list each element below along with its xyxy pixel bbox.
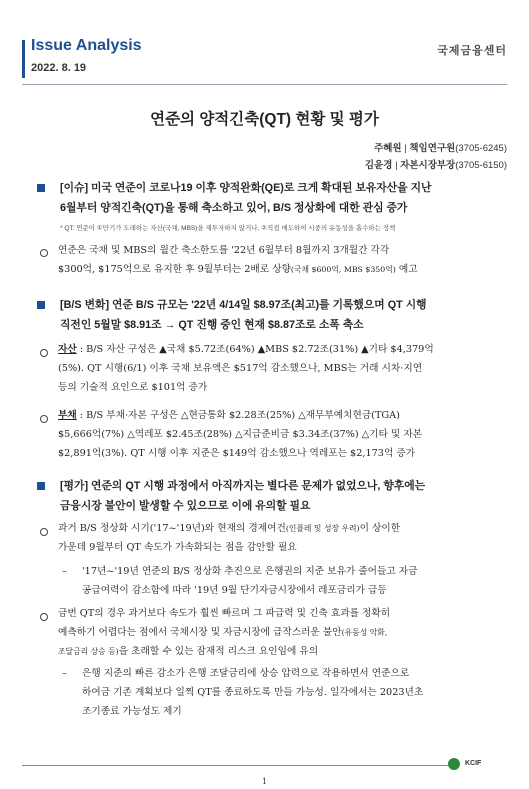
author-1-role: 책임연구원 xyxy=(409,143,456,154)
section-3-headline-line-2: 금융시장 불안이 발생할 수 있으므로 이에 유의할 필요 xyxy=(60,500,311,512)
section-1-headline-line-1: [이슈] 미국 연준이 코로나19 이후 양적완화(QE)로 크게 확대된 보유자산을 지난 xyxy=(60,182,432,194)
evaluation-point-2-line-1: 금번 QT의 경우 과거보다 속도가 훨씬 빠르며 그 파급력 및 긴축 효과를 정확히 xyxy=(58,608,391,619)
author-1-name: 주혜원 xyxy=(374,143,402,154)
qt-definition-note: * QT: 연준이 ①만기가 도래하는 자산(국채, MBS)을 재투자하지 않거나, ②직접 매도하여 시중의 유동성을 흡수하는 정책 xyxy=(60,225,396,232)
section-3-bullet xyxy=(37,482,45,490)
author-2-phone: (3705-6150) xyxy=(455,160,507,171)
section-1-bullet xyxy=(37,184,45,192)
evaluation-point-2-circle xyxy=(40,613,48,621)
section-3-headline xyxy=(60,476,510,516)
evaluation-detail-2-line-2: 하여금 기존 계획보다 일찍 QT를 종료하도록 만들 가능성. 일각에서는 2023년초 xyxy=(82,687,424,698)
section-1-paragraph-line-2-end: 예고 xyxy=(395,264,418,275)
liabilities-line-2: $5,666억(7%) △역레포 $2.45조(28%) △지급준비금 $3.34조(37%) △기타 및 자본 xyxy=(58,429,423,440)
header-divider xyxy=(22,84,507,85)
liabilities-line-1: : B/S 부채·자본 구성은 △현금통화 $2.28조(25%) △재무부예치현금(TGA) xyxy=(79,410,400,421)
organization-name: 국제금융센터 xyxy=(437,45,507,57)
author-2-role: 자본시장부장 xyxy=(400,160,456,171)
kcif-logo-text: KCIF xyxy=(465,760,482,767)
evaluation-point-2-paren: (유동성 악화, xyxy=(341,628,388,637)
section-1-point-circle xyxy=(40,249,48,257)
document-title: 연준의 양적긴축(QT) 현황 및 평가 xyxy=(150,111,379,128)
footer-divider xyxy=(22,765,452,766)
report-date: 2022. 8. 19 xyxy=(31,62,87,74)
author-1: 주혜원 | 책임연구원(3705-6245) xyxy=(374,143,507,154)
evaluation-detail-2-line-3: 조기종료 가능성도 제기 xyxy=(82,706,182,717)
header-accent-bar xyxy=(22,40,25,78)
page-number: 1 xyxy=(261,777,268,786)
section-1-paragraph xyxy=(58,241,506,279)
liabilities-paragraph xyxy=(58,406,506,463)
assets-paragraph xyxy=(58,340,506,397)
evaluation-detail-2-line-1: 은행 지준의 빠른 감소가 은행 조달금리에 상승 압력으로 작용하면서 연준으로 xyxy=(82,668,410,679)
assets-label: 자산 xyxy=(58,344,77,355)
author-1-phone: (3705-6245) xyxy=(455,143,507,154)
liabilities-line-3: $2,891억(3%). QT 시행 이후 지준은 $149억 감소했으나 역레포는 $2,173억 증가 xyxy=(58,448,416,459)
section-2-bullet xyxy=(37,301,45,309)
evaluation-detail-1-line-1: '17년~'19년 연준의 B/S 정상화 추진으로 은행권의 지준 보유가 줄어들고 자금 xyxy=(82,566,418,577)
evaluation-point-2-line-3-paren: 조달금리 상승 등) xyxy=(58,647,119,656)
evaluation-point-1-line-2: 가운데 9월부터 QT 속도가 가속화되는 점을 감안할 필요 xyxy=(58,542,297,553)
section-2-headline-line-2: 직전인 5월말 $8.91조 → QT 진행 중인 현재 $8.87조로 소폭 축소 xyxy=(60,319,364,331)
evaluation-point-2-line-3: 을 초래할 수 있는 잠재적 리스크 요인임에 유의 xyxy=(118,646,319,657)
evaluation-point-1-line-1-end: 이 상이한 xyxy=(359,523,401,534)
dash-marker-2: – xyxy=(62,668,67,679)
section-1-paragraph-line-1: 연준은 국채 및 MBS의 월간 축소한도를 '22년 6월부터 8월까지 3개월간 각각 xyxy=(58,245,390,256)
liabilities-point-circle xyxy=(40,415,48,423)
author-2: 김윤경 | 자본시장부장(3705-6150) xyxy=(364,160,507,171)
section-2-headline-line-1: [B/S 변화] 연준 B/S 규모는 '22년 4/14일 $8.97조(최고)를 기록했으며 QT 시행 xyxy=(60,299,427,311)
author-2-name: 김윤경 xyxy=(364,160,393,171)
kcif-logo-icon xyxy=(448,758,460,770)
evaluation-point-1-paren: (인플레 및 성장 우려) xyxy=(285,524,360,533)
assets-line-3: 등의 기술적 요인으로 $101억 증가 xyxy=(58,382,208,393)
section-1-headline xyxy=(60,178,510,218)
evaluation-point-2-line-2: 예측하기 어렵다는 점에서 국채시장 및 자금시장에 급작스러운 불안 xyxy=(58,627,342,638)
assets-point-circle xyxy=(40,349,48,357)
evaluation-point-1-line-1: 과거 B/S 정상화 시기('17~'19년)와 현재의 경제여건 xyxy=(58,523,286,534)
evaluation-detail-2 xyxy=(82,664,506,721)
section-1-headline-line-2: 6월부터 양적긴축(QT)을 통해 축소하고 있어, B/S 정상화에 대한 관심 증가 xyxy=(60,202,408,214)
assets-line-2: (5%). QT 시행(6/1) 이후 국채 보유액은 $517억 감소했으나, MBS는 거래 시차·지연 xyxy=(58,363,423,374)
evaluation-point-1 xyxy=(58,519,506,557)
evaluation-detail-1 xyxy=(82,562,506,600)
evaluation-point-2 xyxy=(58,604,506,661)
section-3-headline-line-1: [평가] 연준의 QT 시행 과정에서 아직까지는 별다른 문제가 없었으나, 향후에는 xyxy=(60,480,426,492)
evaluation-point-1-circle xyxy=(40,528,48,536)
section-1-paragraph-line-2: $300억, $175억으로 유지한 후 9월부터는 2배로 상향 xyxy=(58,264,291,275)
dash-marker-1: – xyxy=(62,566,67,577)
assets-line-1: : B/S 자산 구성은 ▲국채 $5.72조(64%) ▲MBS $2.72조(31%) ▲기타 $4,379억 xyxy=(79,344,434,355)
series-title: Issue Analysis xyxy=(31,37,142,54)
liabilities-label: 부채 xyxy=(58,410,77,421)
section-1-paragraph-line-2-paren: (국채 $600억, MBS $350억) xyxy=(290,265,396,274)
section-2-headline xyxy=(60,295,510,335)
evaluation-detail-1-line-2: 공급여력이 감소함에 따라 '19년 9월 단기자금시장에서 레포금리가 급등 xyxy=(82,585,387,596)
